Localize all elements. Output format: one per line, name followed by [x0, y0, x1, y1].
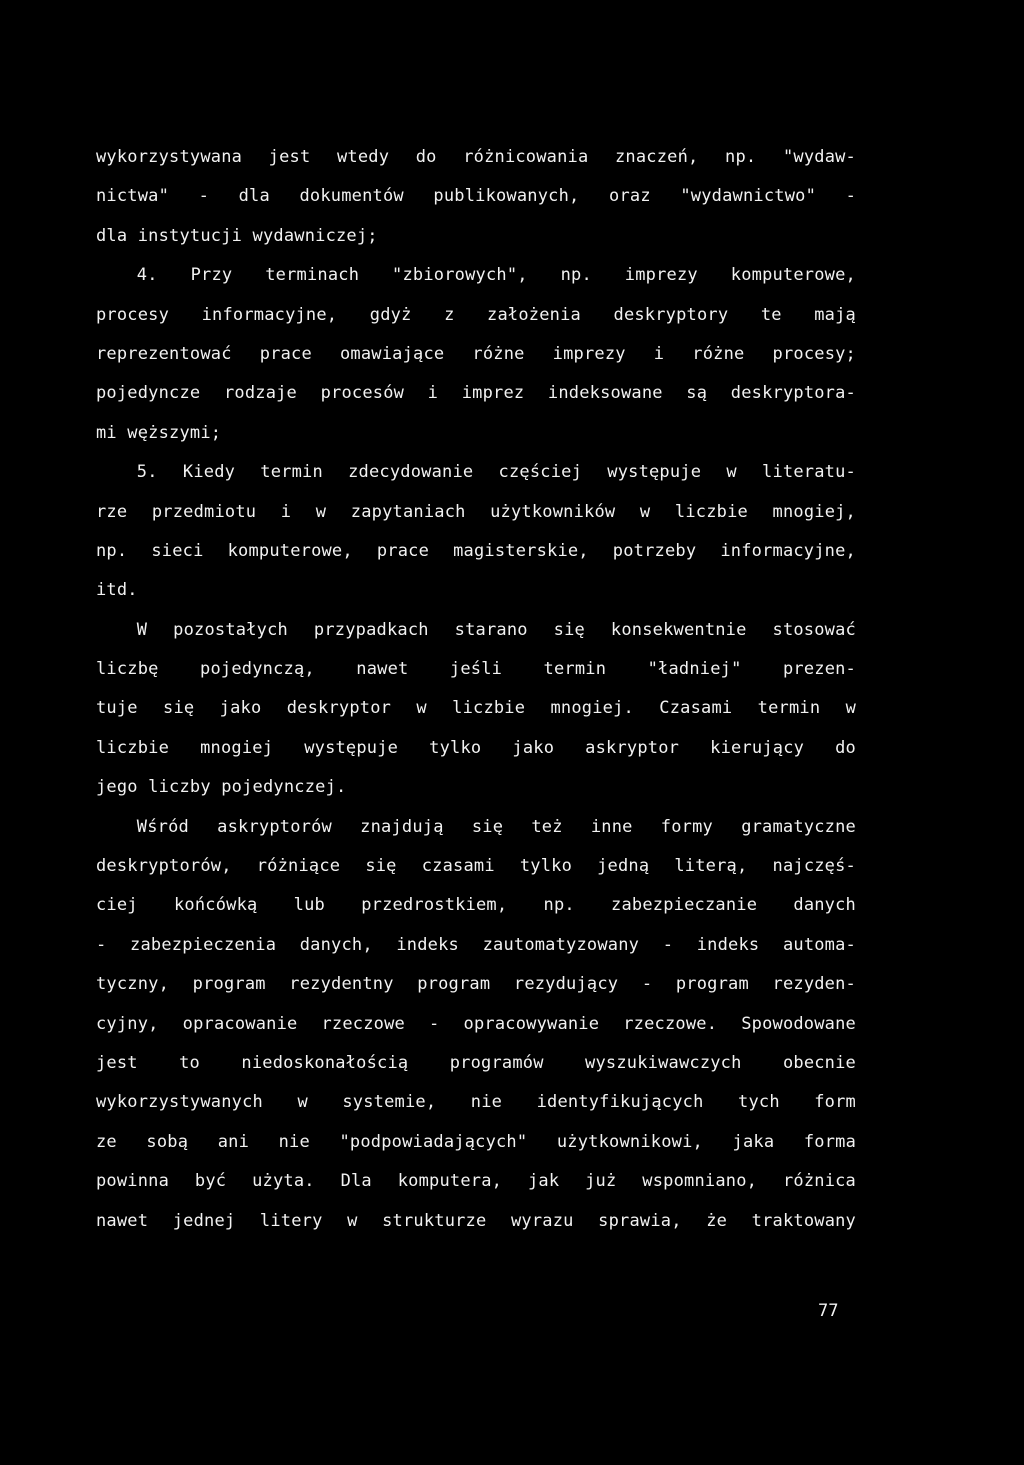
body-text	[96, 138, 856, 1241]
text-line: nawet jednej litery w strukturze wyrazu sprawia, że traktowany	[96, 1210, 856, 1231]
text-line: deskryptorów, różniące się czasami tylko jedną literą, najczęś-	[96, 856, 856, 877]
text-line: jest to niedoskonałością programów wyszukiwawczych obecnie	[96, 1052, 856, 1073]
text-line: wykorzystywana jest wtedy do różnicowania znaczeń, np. "wydaw-	[96, 147, 856, 167]
text-line: W pozostałych przypadkach starano się konsekwentnie stosować	[136, 619, 856, 640]
text-line: pojedyncze rodzaje procesów i imprez indeksowane są deskryptora-	[96, 383, 856, 404]
page-number: 77	[818, 1301, 839, 1321]
text-line: dla instytucji wydawniczej;	[96, 225, 378, 246]
text-line: - zabezpieczenia danych, indeks zautomatyzowany - indeks automa-	[96, 934, 856, 955]
text-line: 5. Kiedy termin zdecydowanie częściej występuje w literatu-	[136, 462, 856, 483]
text-line: rze przedmiotu i w zapytaniach użytkowników w liczbie mnogiej,	[96, 501, 856, 522]
text-line: tuje się jako deskryptor w liczbie mnogiej. Czasami termin w	[96, 698, 856, 719]
text-line: liczbę pojedynczą, nawet jeśli termin "ładniej" prezen-	[96, 659, 856, 680]
text-line: np. sieci komputerowe, prace magisterskie, potrzeby informacyjne,	[96, 540, 856, 561]
text-line: nictwa" - dla dokumentów publikowanych, oraz "wydawnictwo" -	[96, 186, 856, 207]
text-line: procesy informacyjne, gdyż z założenia deskryptory te mają	[96, 304, 856, 325]
text-line: 4. Przy terminach "zbiorowych", np. imprezy komputerowe,	[136, 265, 856, 286]
text-line: jego liczby pojedynczej.	[96, 777, 347, 798]
text-line: itd.	[96, 580, 138, 601]
text-line: mi węższymi;	[96, 422, 222, 443]
text-line: ciej końcówką lub przedrostkiem, np. zabezpieczanie danych	[96, 895, 856, 916]
text-line: reprezentować prace omawiające różne imprezy i różne procesy;	[96, 343, 856, 364]
text-line: tyczny, program rezydentny program rezydujący - program rezyden-	[96, 974, 856, 995]
text-line: Wśród askryptorów znajdują się też inne formy gramatyczne	[136, 816, 856, 837]
text-line: ze sobą ani nie "podpowiadających" użytkownikowi, jaka forma	[96, 1131, 856, 1152]
text-line: powinna być użyta. Dla komputera, jak już wspomniano, różnica	[96, 1171, 856, 1192]
text-line: wykorzystywanych w systemie, nie identyfikujących tych form	[96, 1092, 856, 1113]
text-line: liczbie mnogiej występuje tylko jako askryptor kierujący do	[96, 737, 856, 758]
text-line: cyjny, opracowanie rzeczowe - opracowywanie rzeczowe. Spowodowane	[96, 1013, 856, 1034]
